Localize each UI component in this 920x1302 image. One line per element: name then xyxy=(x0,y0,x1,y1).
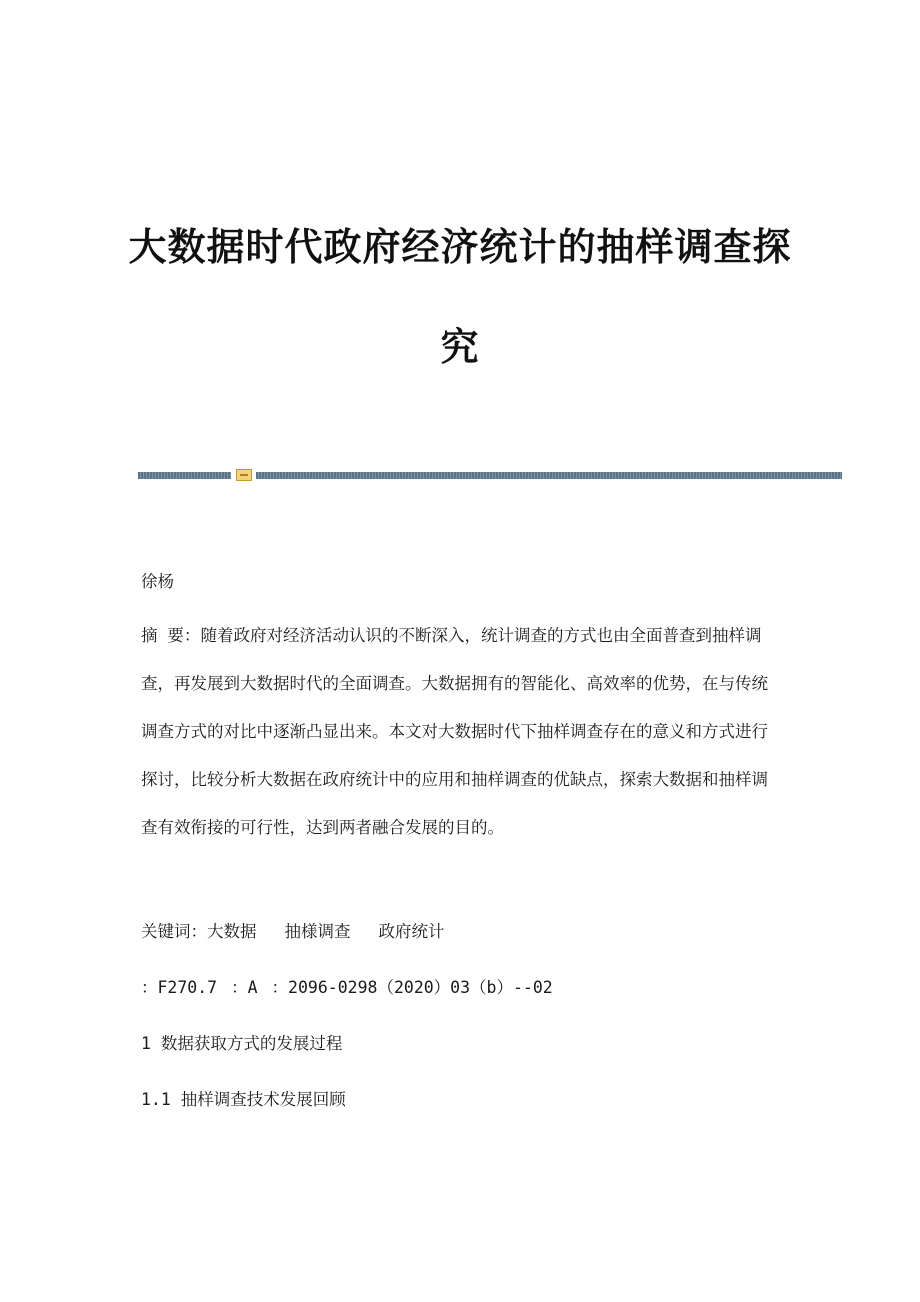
abstract-paragraph xyxy=(141,612,781,852)
document-title-line-2: 究 xyxy=(440,324,480,369)
divider-ornament-icon xyxy=(236,469,252,481)
clc-code: ：F270.7 xyxy=(141,978,218,997)
section-heading-1: 1 数据获取方式的发展过程 xyxy=(141,1034,343,1053)
divider-bar-right xyxy=(256,472,842,479)
abstract-label: 摘 要： xyxy=(141,626,201,645)
issn-code: ：2096-0298（2020）03（b）--02 xyxy=(271,978,553,997)
keyword-item: 抽様调查 xyxy=(284,922,351,941)
keyword-item: 大数据 xyxy=(207,922,257,941)
divider-bar-left xyxy=(138,472,231,479)
document-title-line-1: 大数据时代政府经济统计的抽样调查探 xyxy=(128,224,792,269)
abstract-text: 随着政府对经济活动认识的不断深入，统计调查的方式也由全面普查到抽样调查，再发展到大数据时代的全面调查。大数据拥有的智能化、高效率的优势，在与传统调查方式的对比中逐渐凸显出来。本文对大数据时代下抽样调查存在的意义和方式进行探讨，比较分析大数据在政府统计中的应用和抽样调查的优缺点，探索大数据和抽样调查有效衔接的可行性，达到两者融合发展的目的。 xyxy=(141,626,768,837)
author-name: 徐杨 xyxy=(141,572,174,591)
keywords-label: 关键词： xyxy=(141,922,207,941)
title-divider xyxy=(138,469,842,481)
document-code: ：A xyxy=(231,978,258,997)
section-heading-1-1: 1.1 抽样调查技术发展回顾 xyxy=(141,1090,346,1109)
keyword-item: 政府统计 xyxy=(378,922,445,941)
classification-codes xyxy=(141,976,781,1000)
keywords-line xyxy=(141,920,781,944)
